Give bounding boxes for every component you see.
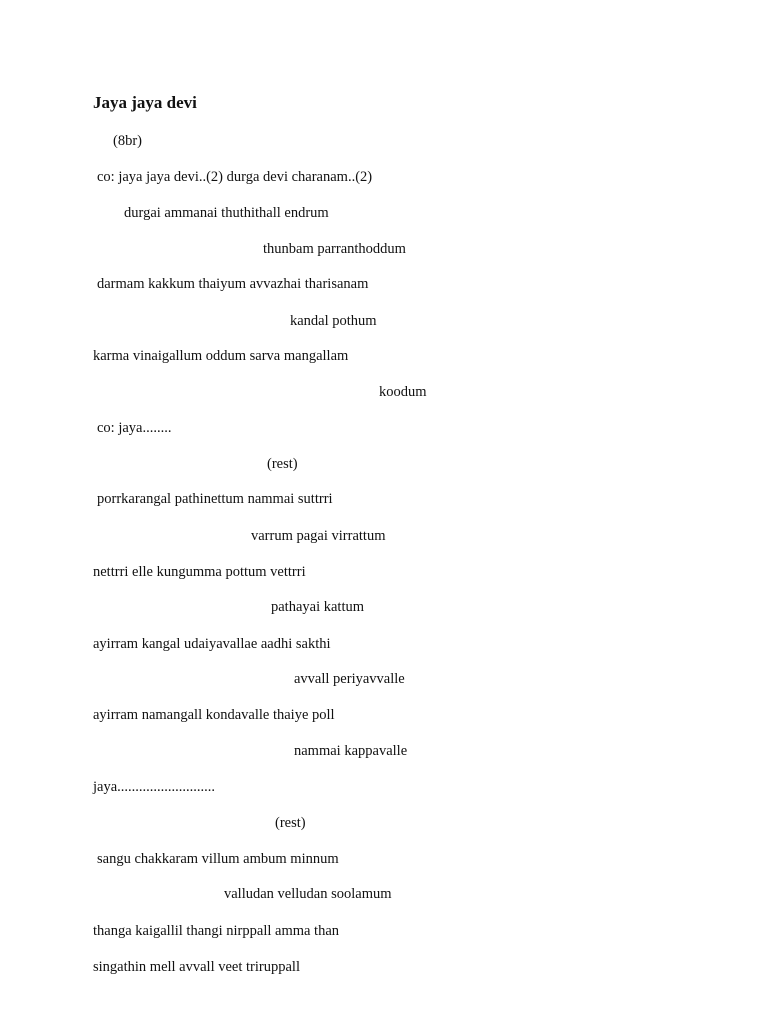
document-title: Jaya jaya devi (93, 93, 197, 112)
text-line: (rest) (275, 815, 306, 831)
text-line: co: jaya........ (97, 420, 172, 436)
text-line: ayirram kangal udaiyavallae aadhi sakthi (93, 636, 331, 652)
text-line: porrkarangal pathinettum nammai suttrri (97, 491, 333, 507)
text-line: durgai ammanai thuthithall endrum (124, 205, 329, 221)
text-line: pathayai kattum (271, 599, 365, 615)
text-line: kandal pothum (290, 313, 377, 329)
text-line: sangu chakkaram villum ambum minnum (97, 851, 339, 867)
text-line: koodum (379, 384, 427, 400)
text-line: thanga kaigallil thangi nirppall amma than (93, 923, 340, 939)
text-line: (8br) (113, 133, 142, 149)
text-line: (rest) (267, 456, 298, 472)
text-line: thunbam parranthoddum (263, 241, 406, 257)
text-line: singathin mell avvall veet triruppall (93, 959, 300, 975)
text-line: nammai kappavalle (294, 743, 408, 759)
text-line: jaya........................... (93, 779, 216, 795)
text-line: valludan velludan soolamum (224, 886, 392, 902)
text-line: karma vinaigallum oddum sarva mangallam (93, 348, 349, 364)
text-line: varrum pagai virrattum (251, 528, 386, 544)
text-line: ayirram namangall kondavalle thaiye poll (93, 707, 335, 723)
text-line: co: jaya jaya devi..(2) durga devi charanam..(2) (97, 169, 373, 185)
text-line: darmam kakkum thaiyum avvazhai tharisanam (97, 276, 369, 292)
text-line: avvall periyavvalle (294, 671, 405, 687)
text-line: nettrri elle kungumma pottum vettrri (93, 564, 306, 580)
